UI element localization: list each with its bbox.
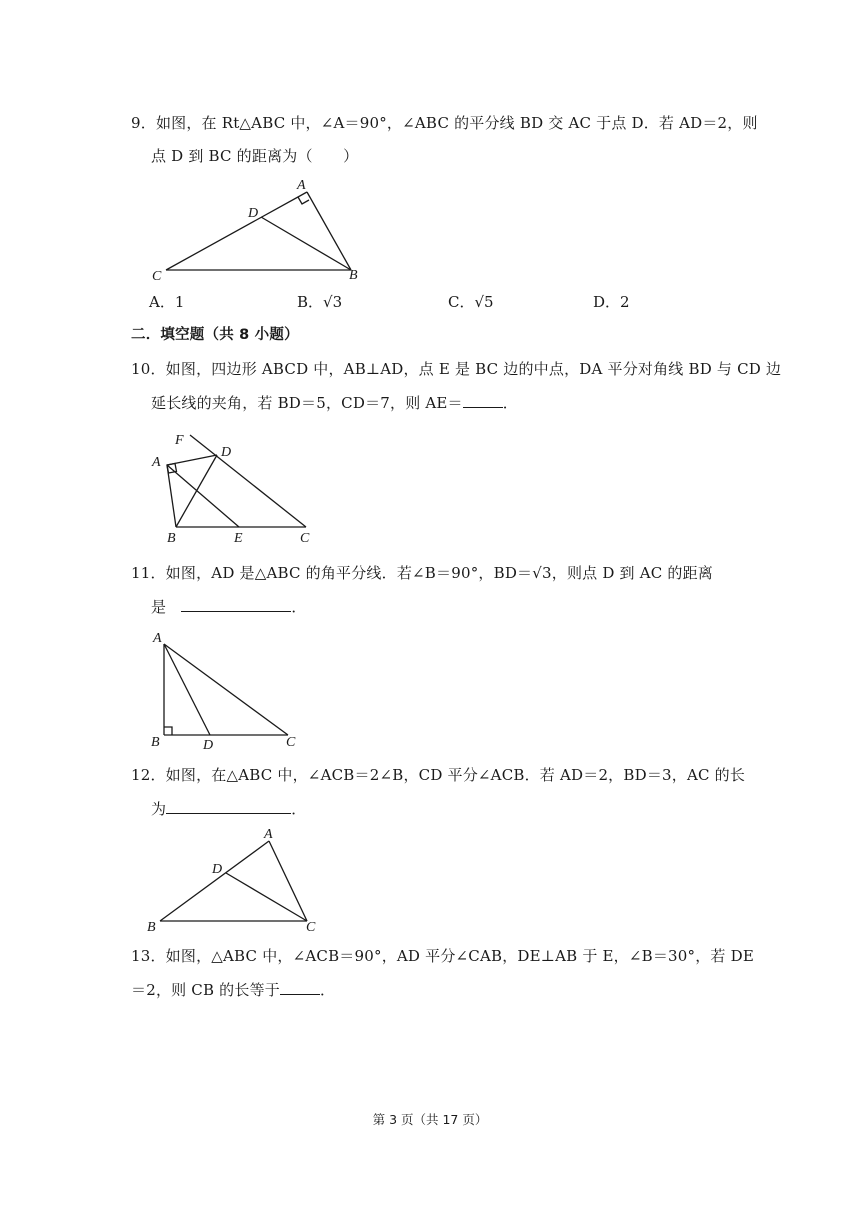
q9-option-b: B．√3: [297, 293, 343, 311]
q11-line2-text: 是: [151, 598, 167, 616]
q10-label-c: C: [300, 531, 310, 546]
q12-label-c: C: [306, 920, 316, 935]
q9-label-a: A: [297, 178, 306, 193]
q9-label-d: D: [248, 206, 259, 221]
q11-figure: [140, 626, 310, 752]
q10-line2: [151, 393, 518, 413]
q10-label-f: F: [175, 433, 184, 448]
q13-line2-text: ＝2，则 CB 的长等于: [131, 981, 280, 999]
q13-answer-blank[interactable]: [280, 980, 320, 995]
q10-label-d: D: [221, 445, 232, 460]
q11-label-d: D: [203, 738, 214, 752]
q9-option-c: C．√5: [448, 293, 494, 311]
q10-line2-end: ．: [502, 394, 518, 412]
q11-label-b: B: [151, 735, 160, 750]
q10-label-b: B: [167, 531, 176, 546]
q12-label-a: A: [264, 827, 273, 842]
q10-answer-blank[interactable]: [463, 393, 503, 408]
q12-label-b: B: [147, 920, 156, 935]
q12-label-d: D: [212, 862, 223, 877]
q9-figure: [140, 172, 380, 282]
q9-label-c: C: [152, 269, 162, 282]
q12-line2-text: 为: [151, 800, 167, 818]
q13-line2-end: ．: [319, 981, 336, 999]
q10-figure: [140, 428, 330, 548]
q11-label-c: C: [286, 735, 296, 750]
q9-line2: 点 D 到 BC 的距离为（ ）: [151, 147, 359, 165]
q10-label-a: A: [152, 455, 161, 470]
q11-answer-blank[interactable]: [181, 597, 291, 612]
q10-line2-text: 延长线的夹角，若 BD＝5，CD＝7，则 AE＝: [151, 394, 463, 412]
q9-option-d: D．2: [593, 293, 630, 311]
q10-line1: 10．如图，四边形 ABCD 中，AB⊥AD，点 E 是 BC 边的中点，DA 平分对角线 BD 与 CD 边: [131, 360, 782, 378]
q12-answer-blank[interactable]: [166, 799, 291, 814]
q9-line1: 9．如图，在 Rt△ABC 中，∠A＝90°，∠ABC 的平分线 BD 交 AC 于点 D．若 AD＝2，则: [131, 114, 758, 132]
q13-line1: 13．如图，△ABC 中，∠ACB＝90°，AD 平分∠CAB，DE⊥AB 于 E，∠B＝30°，若 DE: [131, 947, 754, 965]
q12-line2: [151, 799, 306, 819]
q9-option-a: A．1: [149, 293, 185, 311]
q12-line2-end: ．: [291, 800, 307, 818]
q10-label-e: E: [234, 531, 243, 546]
q11-line1: 11．如图，AD 是△ABC 的角平分线．若∠B＝90°，BD＝√3，则点 D 到 AC 的距离: [131, 564, 713, 582]
q11-label-a: A: [153, 631, 162, 646]
q13-line2: [131, 980, 335, 1000]
q12-line1: 12．如图，在△ABC 中，∠ACB＝2∠B，CD 平分∠ACB．若 AD＝2，BD＝3，AC 的长: [131, 766, 746, 784]
q11-line2-end: ．: [291, 598, 307, 616]
q12-figure: [140, 822, 330, 936]
section-title: 二．填空题（共 8 小题）: [131, 327, 299, 343]
q9-label-b: B: [349, 268, 358, 282]
q11-line2: [151, 597, 307, 617]
page-footer: 第 3 页（共 17 页）: [372, 1112, 488, 1127]
